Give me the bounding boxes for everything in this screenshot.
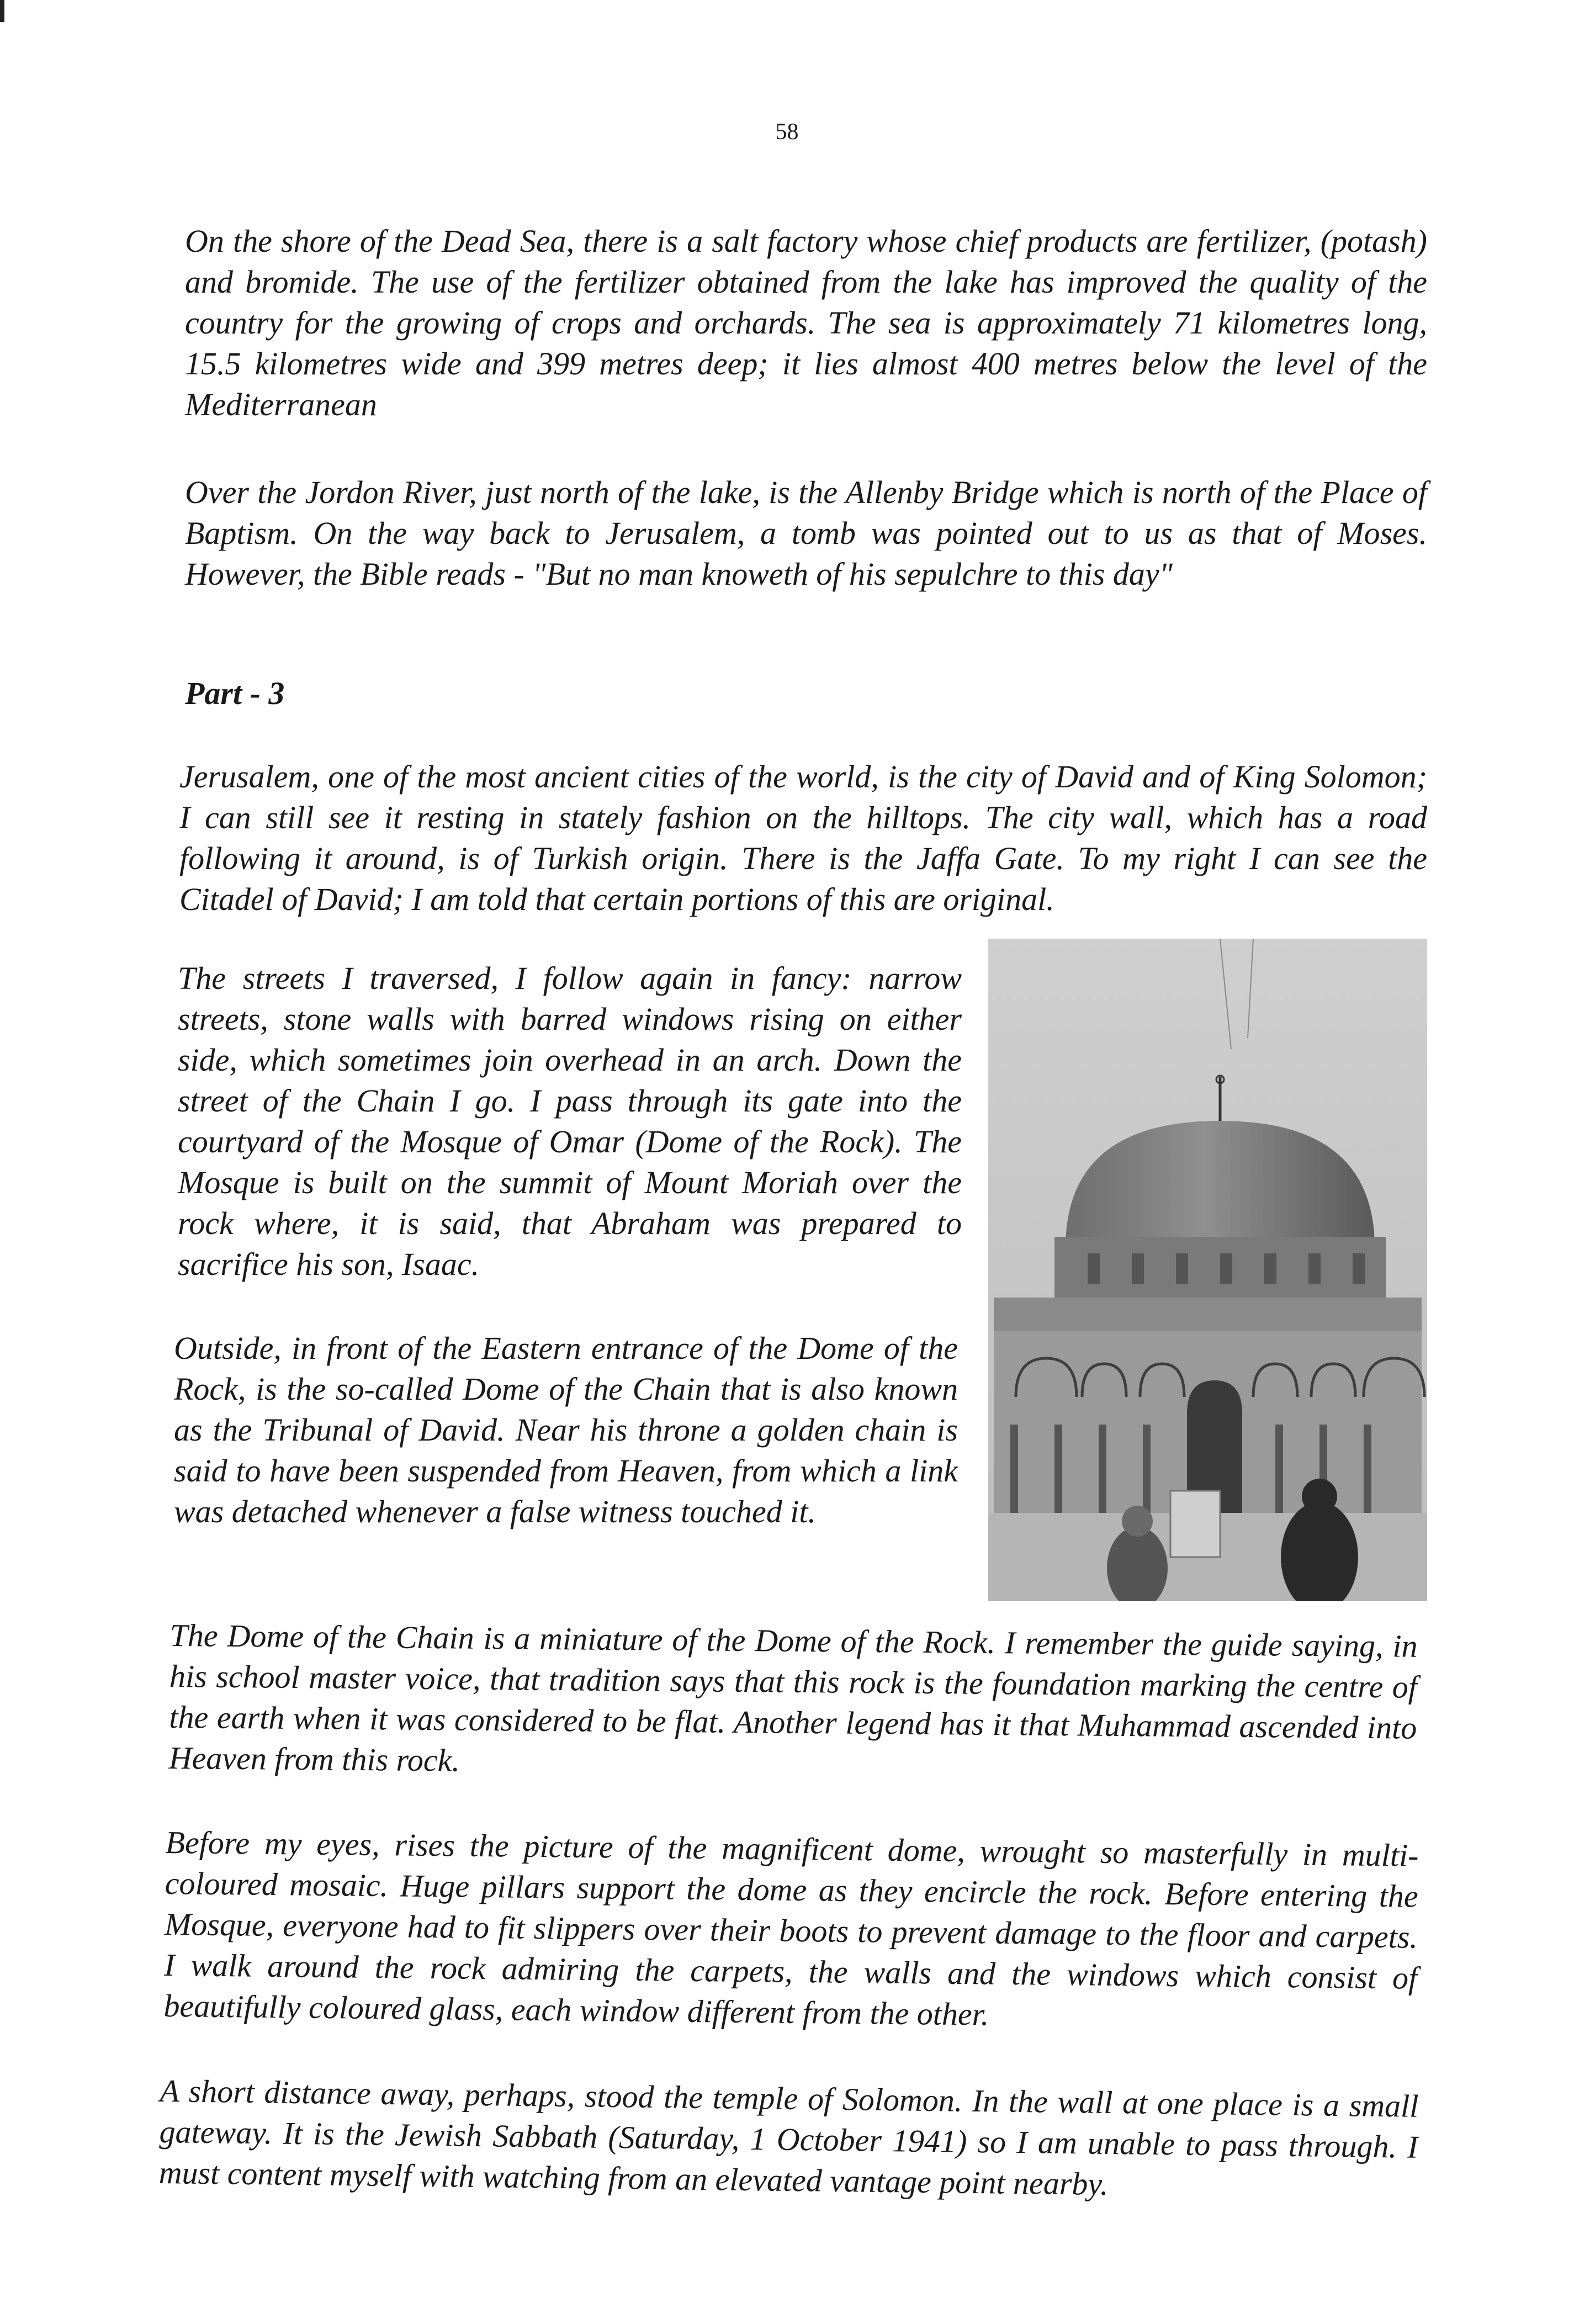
paragraph-dome-of-chain: Outside, in front of the Eastern entrance of the Dome of the Rock, is the so-called Dome of the Chain that is also known as the Tribunal of David. Near his throne a golden chain is said to have been suspended from Heaven, from which a link was detached whenever a false witness touched it. — [174, 1330, 958, 1529]
section-heading: Part - 3 — [185, 675, 285, 711]
paragraph-dead-sea: On the shore of the Dead Sea, there is a salt factory whose chief products are fertilizer, (potash) and bromide. The use of the fertilizer obtained from the lake has improved the quality of the country for the growing of crops and orchards. The sea is approximately 71 kilometres long, 15.5 kilometres wide and 399 metres deep; it lies almost 400 metres below the level of the Mediterranean — [185, 223, 1427, 422]
photo-illustration — [988, 939, 1427, 1601]
paragraph-jordan-river: Over the Jordon River, just north of the lake, is the Allenby Bridge which is north of the Place of Baptism. On the way back to Jerusalem, a tomb was pointed out to us as that of Moses. However, the Bible reads - "But no man knoweth of his sepulchre to this day" — [185, 474, 1427, 592]
paragraph-streets: The streets I traversed, I follow again in fancy: narrow streets, stone walls with barred windows rising on either side, which sometimes join overhead in an arch. Down the street of the Chain I go. I pass through its gate into the courtyard of the Mosque of Omar (Dome of the Rock). The Mosque is built on the summit of Mount Moriah over the rock where, it is said, that Abraham was prepared to sacrifice his son, Isaac. — [178, 960, 962, 1282]
paragraph-magnificent-dome: Before my eyes, rises the picture of the magnificent dome, wrought so masterfully in multi-coloured mosaic. Huge pillars support the dome as they encircle the rock. Before entering the Mosque, everyone had to fit slippers over their boots to prevent damage to the floor and carpets. I walk around the rock admiring the carpets, the walls and the windows which consist of beautifully coloured glass, each window different from the other. — [163, 1824, 1419, 2032]
paragraph-jerusalem: Jerusalem, one of the most ancient cities of the world, is the city of David and of King Solomon; I can still see it resting in stately fashion on the hilltops. The city wall, which has a road following it around, is of Turkish origin. There is the Jaffa Gate. To my right I can see the Citadel of David; I am told that certain portions of this are original. — [179, 759, 1427, 917]
dome-of-the-rock-photo — [988, 939, 1427, 1601]
page-number: 58 — [775, 119, 799, 145]
paragraph-dome-miniature: The Dome of the Chain is a miniature of the Dome of the Rock. I remember the guide saying, in his school master voice, that tradition says that this rock is the foundation marking the centre of the earth when it was considered to be flat. Another legend has it that Muhammad ascended into Heaven from this rock. — [168, 1617, 1418, 1778]
scan-edge-mark — [0, 0, 4, 22]
paragraph-temple-of-solomon: A short distance away, perhaps, stood the temple of Solomon. In the wall at one place is a small gateway. It is the Jewish Sabbath (Saturday, 1 October 1941) so I am unable to pass through. I must content myself with watching from an elevated vantage point nearby. — [158, 2072, 1419, 2202]
